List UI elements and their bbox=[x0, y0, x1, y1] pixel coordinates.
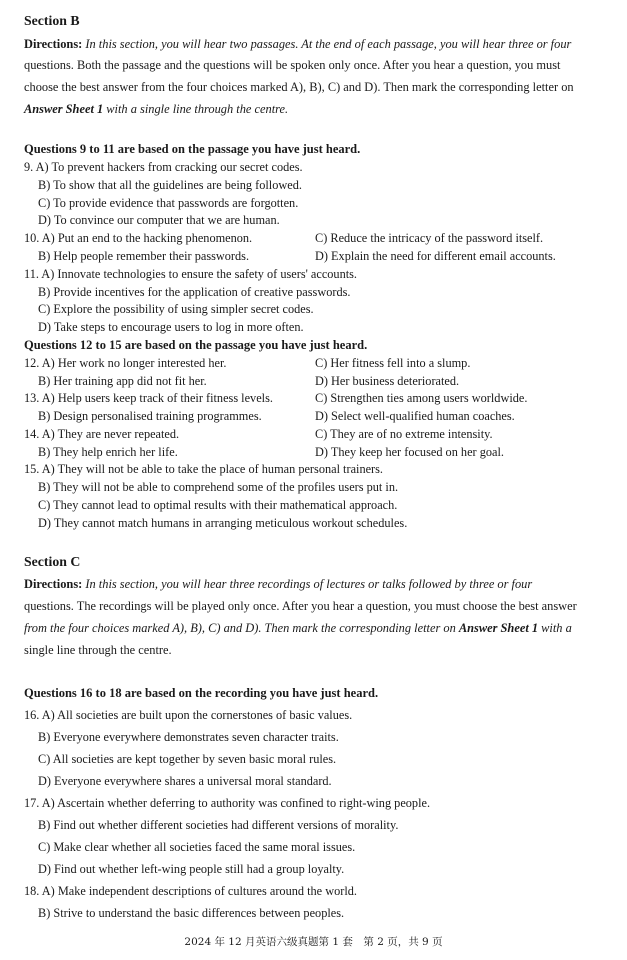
q18-option-b: B) Strive to understand the basic differences between peoples. bbox=[38, 906, 345, 920]
q18-option-a: 18. A) Make independent descriptions of cultures around the world. bbox=[24, 884, 357, 898]
q11-option-d: D) Take steps to encourage users to log in more often. bbox=[38, 320, 304, 334]
section-c-directions-line-1 bbox=[24, 577, 532, 592]
q15-option-d: D) They cannot match humans in arranging meticulous workout schedules. bbox=[38, 516, 408, 530]
q10-option-a: 10. A) Put an end to the hacking phenomenon. bbox=[24, 231, 253, 245]
q16-option-d: D) Everyone everywhere shares a universal moral standard. bbox=[38, 774, 332, 788]
directions-text: with a bbox=[538, 621, 572, 635]
q11-option-c: C) Explore the possibility of using simpler secret codes. bbox=[38, 302, 314, 316]
section-c-directions-line-3 bbox=[24, 621, 572, 636]
section-c-title: Section C bbox=[24, 554, 81, 569]
q12-option-c: C) Her fitness fell into a slump. bbox=[315, 356, 471, 370]
section-b-directions-line-4 bbox=[24, 102, 288, 117]
q12-option-b: B) Her training app did not fit her. bbox=[38, 374, 207, 388]
directions-label: Directions: bbox=[24, 37, 83, 51]
section-b-directions-line-2: questions. Both the passage and the questions will be spoken only once. After you hear a question, you must bbox=[24, 58, 561, 72]
q17-option-a: 17. A) Ascertain whether deferring to authority was confined to right-wing people. bbox=[24, 796, 431, 810]
questions-12-15-heading: Questions 12 to 15 are based on the passage you have just heard. bbox=[24, 338, 368, 352]
q10-option-c: C) Reduce the intricacy of the password itself. bbox=[315, 231, 544, 245]
q16-option-c: C) All societies are kept together by seven basic moral rules. bbox=[38, 752, 337, 766]
section-c-directions-line-2: questions. The recordings will be played only once. After you hear a question, you must choose the best answer bbox=[24, 599, 577, 613]
q14-option-d: D) They keep her focused on her goal. bbox=[315, 445, 504, 459]
section-b-directions-line-1 bbox=[24, 37, 571, 52]
questions-16-18-heading: Questions 16 to 18 are based on the recording you have just heard. bbox=[24, 686, 379, 700]
q13-option-d: D) Select well-qualified human coaches. bbox=[315, 409, 515, 423]
q13-option-c: C) Strengthen ties among users worldwide. bbox=[315, 391, 528, 405]
q14-option-b: B) They help enrich her life. bbox=[38, 445, 178, 459]
q11-option-b: B) Provide incentives for the application of creative passwords. bbox=[38, 285, 351, 299]
page-footer: 2024 年 12 月英语六级真题第 1 套 第 2 页，共 9 页 bbox=[184, 936, 443, 948]
section-b-title: Section B bbox=[24, 13, 80, 28]
q9-option-b: B) To show that all the guidelines are being followed. bbox=[38, 178, 302, 192]
q17-option-b: B) Find out whether different societies had different versions of morality. bbox=[38, 818, 399, 832]
q12-option-a: 12. A) Her work no longer interested her. bbox=[24, 356, 227, 370]
q17-option-c: C) Make clear whether all societies faced the same moral issues. bbox=[38, 840, 356, 854]
q17-option-d: D) Find out whether left-wing people still had a group loyalty. bbox=[38, 862, 345, 876]
questions-9-11-heading: Questions 9 to 11 are based on the passage you have just heard. bbox=[24, 142, 361, 156]
q15-option-c: C) They cannot lead to optimal results with their mathematical approach. bbox=[38, 498, 398, 512]
section-c-directions-line-4: single line through the centre. bbox=[24, 643, 172, 657]
q10-option-d: D) Explain the need for different email accounts. bbox=[315, 249, 556, 263]
directions-text: In this section, you will hear three recordings of lectures or talks followed by three or four bbox=[85, 577, 533, 591]
q14-option-a: 14. A) They are never repeated. bbox=[24, 427, 180, 441]
q11-option-a: 11. A) Innovate technologies to ensure the safety of users' accounts. bbox=[24, 267, 357, 281]
answer-sheet-ref: Answer Sheet 1 bbox=[24, 102, 104, 116]
q9-option-c: C) To provide evidence that passwords are forgotten. bbox=[38, 196, 299, 210]
q13-option-b: B) Design personalised training programmes. bbox=[38, 409, 262, 423]
q14-option-c: C) They are of no extreme intensity. bbox=[315, 427, 493, 441]
section-b-directions-line-3: choose the best answer from the four choices marked A), B), C) and D). Then mark the corresponding letter on bbox=[24, 80, 574, 94]
q15-option-a: 15. A) They will not be able to take the place of human personal trainers. bbox=[24, 462, 384, 476]
directions-text: with a single line through the centre. bbox=[103, 102, 289, 116]
q13-option-a: 13. A) Help users keep track of their fitness levels. bbox=[24, 391, 273, 405]
directions-label: Directions: bbox=[24, 577, 83, 591]
q10-option-b: B) Help people remember their passwords. bbox=[38, 249, 250, 263]
q9-option-d: D) To convince our computer that we are human. bbox=[38, 213, 280, 227]
q15-option-b: B) They will not be able to comprehend some of the profiles users put in. bbox=[38, 480, 399, 494]
q16-option-b: B) Everyone everywhere demonstrates seven character traits. bbox=[38, 730, 339, 744]
q9-option-a: 9. A) To prevent hackers from cracking our secret codes. bbox=[24, 160, 303, 174]
directions-text: from the four choices marked A), B), C) and D). Then mark the corresponding letter on bbox=[24, 621, 459, 635]
answer-sheet-ref: Answer Sheet 1 bbox=[458, 621, 539, 635]
q16-option-a: 16. A) All societies are built upon the cornerstones of basic values. bbox=[24, 708, 353, 722]
q12-option-d: D) Her business deteriorated. bbox=[315, 374, 460, 388]
directions-text: In this section, you will hear two passages. At the end of each passage, you will hear three or four bbox=[85, 37, 572, 51]
